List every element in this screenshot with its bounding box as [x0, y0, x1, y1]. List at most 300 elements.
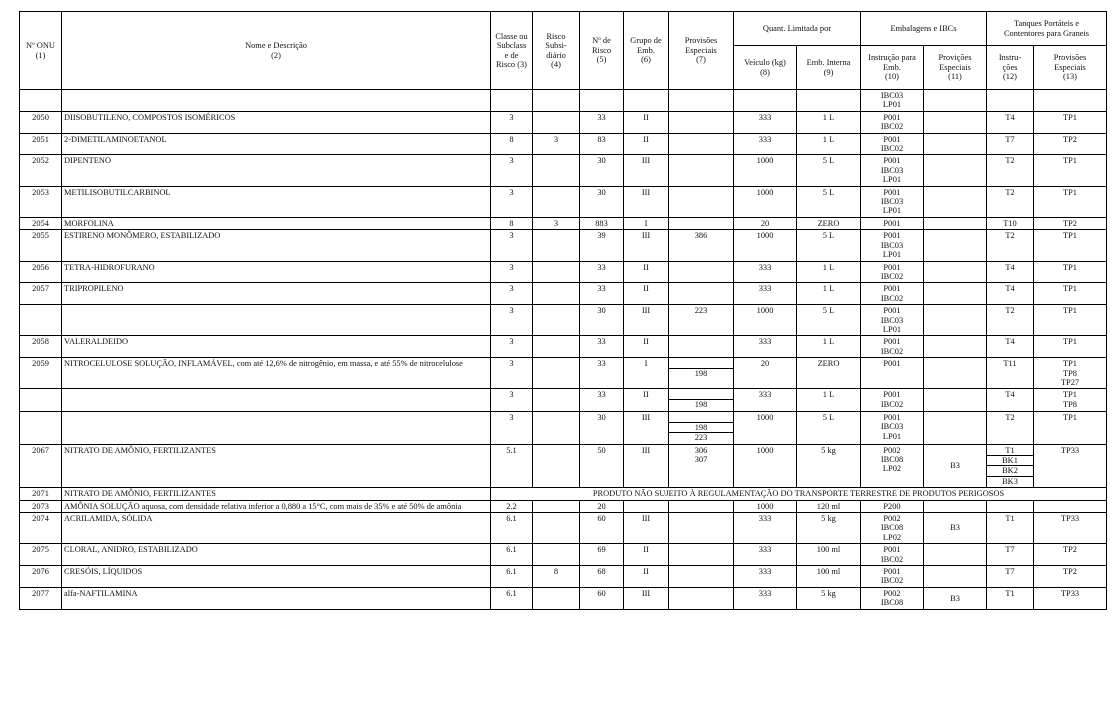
- cell-grupo-emb-text: II: [643, 134, 649, 144]
- cell-name-text: ESTIRENO MONÔMERO, ESTABILIZADO: [64, 231, 221, 241]
- cell-numero-risco: [580, 155, 624, 186]
- table-body: [20, 90, 1107, 610]
- cell-numero-risco-text: 50: [597, 445, 606, 455]
- cell-onu: [20, 500, 62, 512]
- cell-instrucao-emb-line: P001: [883, 218, 901, 228]
- header-quant-label: Quant. Limitada por: [762, 23, 832, 33]
- cell-name: [62, 133, 491, 155]
- cell-provisoes-especiais-line: 307: [694, 455, 708, 464]
- cell-provicoes-especiais: [924, 544, 987, 566]
- cell-tanques-instrucoes-line: T4: [1005, 112, 1015, 122]
- cell-classe-text: 3: [509, 156, 514, 166]
- header-provicoes-l1: Provições: [938, 53, 972, 63]
- cell-veiculo: [734, 566, 797, 588]
- header-grupo-l3: (6): [641, 55, 651, 65]
- cell-tanques-provisoes: [1034, 444, 1107, 488]
- cell-onu-text: 2077: [32, 588, 49, 598]
- cell-tanques-instrucoes: [987, 389, 1034, 411]
- cell-emb-interna-text: 5 L: [822, 412, 835, 422]
- cell-risco-subsidiario: [533, 305, 580, 336]
- cell-instrucao-emb-line: LP01: [882, 206, 902, 216]
- cell-veiculo-text: 1000: [756, 501, 774, 511]
- cell-not-regulated-banner: [491, 488, 1107, 500]
- cell-provicoes-especiais: [924, 186, 987, 217]
- cell-classe: [491, 217, 533, 229]
- cell-provicoes-especiais: [924, 90, 987, 112]
- cell-classe: [491, 133, 533, 155]
- cell-grupo-emb-text: III: [641, 156, 651, 166]
- cell-classe-text: 6.1: [506, 588, 517, 598]
- cell-name: [62, 488, 491, 500]
- header-provisoes-especiais: [669, 12, 734, 90]
- cell-veiculo-text: 20: [760, 218, 770, 228]
- cell-grupo-emb-text: III: [641, 445, 651, 455]
- cell-tanques-provisoes-line: TP1: [1063, 359, 1077, 369]
- cell-instrucao-emb: [861, 544, 924, 566]
- cell-grupo-emb-text: II: [643, 337, 649, 347]
- cell-emb-interna: [797, 389, 861, 411]
- cell-classe: [491, 513, 533, 544]
- cell-grupo-emb: [624, 186, 669, 217]
- cell-instrucao-emb-line: IBC02: [880, 144, 904, 154]
- cell-instrucao-emb-line: P001: [883, 390, 901, 400]
- cell-name: [62, 587, 491, 609]
- cell-tanques-instrucoes-line: T2: [1005, 187, 1015, 197]
- cell-onu-text: 2053: [32, 187, 49, 197]
- cell-numero-risco-text: 33: [597, 262, 606, 272]
- header-instrucao-l2: Emb.: [883, 62, 901, 72]
- cell-name: [62, 444, 491, 488]
- cell-emb-interna: [797, 133, 861, 155]
- cell-provicoes-especiais: [924, 500, 987, 512]
- cell-tanques-instrucoes-line: T2: [1005, 412, 1015, 422]
- dangerous-goods-table-page: [19, 11, 1106, 610]
- cell-tanques-provisoes-line: TP1: [1063, 412, 1077, 422]
- cell-instrucao-emb-line: P001: [883, 567, 901, 577]
- table-row: [20, 587, 1107, 609]
- cell-tanques-provisoes: [1034, 111, 1107, 133]
- header-tanques-l1: Tanques Portáteis e: [1014, 19, 1079, 29]
- cell-provicoes-especiais-text: B3: [950, 593, 960, 603]
- cell-instrucao-emb-line: P002: [883, 445, 901, 455]
- cell-risco-subsidiario: [533, 411, 580, 444]
- cell-emb-interna-text: 120 ml: [816, 501, 841, 511]
- header-emb-interna: [797, 46, 861, 90]
- cell-onu-text: 2054: [32, 218, 49, 228]
- table-row: [20, 217, 1107, 229]
- cell-instrucao-emb: [861, 444, 924, 488]
- cell-provisoes-especiais: [669, 283, 734, 305]
- cell-instrucao-emb-line: P002: [883, 588, 901, 598]
- cell-name: [62, 186, 491, 217]
- cell-tanques-provisoes: [1034, 133, 1107, 155]
- cell-provicoes-especiais: [924, 230, 987, 261]
- cell-grupo-emb: [624, 500, 669, 512]
- cell-name: [62, 283, 491, 305]
- cell-tanques-provisoes-line: TP1: [1063, 112, 1077, 122]
- cell-numero-risco-text: 33: [597, 390, 606, 400]
- cell-name-text: AMÔNIA SOLUÇÃO aquosa, com densidade relativa inferior a 0,880 a 15°C, com mais de 35% e até 50% de amônia: [64, 501, 462, 511]
- cell-onu: [20, 513, 62, 544]
- cell-grupo-emb: [624, 358, 669, 389]
- cell-veiculo: [734, 544, 797, 566]
- cell-onu: [20, 230, 62, 261]
- cell-veiculo: [734, 500, 797, 512]
- cell-emb-interna-text: 5 L: [822, 187, 835, 197]
- cell-risco-subsidiario-text: 3: [553, 134, 559, 144]
- cell-provicoes-especiais: [924, 305, 987, 336]
- cell-classe-text: 8: [509, 134, 514, 144]
- cell-veiculo: [734, 217, 797, 229]
- cell-classe-text: 6.1: [506, 514, 517, 524]
- cell-emb-interna: [797, 500, 861, 512]
- cell-classe-text: 3: [509, 262, 514, 272]
- cell-instrucao-emb: [861, 587, 924, 609]
- cell-tanques-provisoes-line: TP33: [1060, 588, 1080, 598]
- cell-onu-text: 2059: [32, 359, 49, 369]
- header-num-risco-l2: Risco: [591, 45, 612, 55]
- cell-classe: [491, 155, 533, 186]
- cell-name-text: CRESÓIS, LÍQUIDOS: [64, 567, 143, 577]
- cell-risco-subsidiario: [533, 155, 580, 186]
- cell-onu-text: 2050: [32, 112, 49, 122]
- cell-instrucao-emb-line: P001: [883, 134, 901, 144]
- cell-veiculo-text: 333: [758, 112, 772, 122]
- cell-instrucao-emb-line: IBC02: [880, 576, 904, 586]
- cell-risco-subsidiario: [533, 261, 580, 283]
- cell-instrucao-emb-line: LP01: [882, 175, 902, 185]
- cell-name: [62, 544, 491, 566]
- cell-instrucao-emb: [861, 566, 924, 588]
- table-row: [20, 544, 1107, 566]
- cell-name-text: DIPENTENO: [64, 156, 111, 166]
- cell-provisoes-especiais: [669, 261, 734, 283]
- cell-classe-text: 3: [509, 187, 514, 197]
- cell-classe: [491, 90, 533, 112]
- cell-risco-subsidiario: [533, 111, 580, 133]
- cell-provicoes-especiais: [924, 155, 987, 186]
- table-row: [20, 444, 1107, 488]
- cell-tanques-provisoes: [1034, 283, 1107, 305]
- cell-instrucao-emb-line: IBC03: [880, 91, 904, 100]
- cell-numero-risco: [580, 444, 624, 488]
- cell-provicoes-especiais: [924, 358, 987, 389]
- cell-instrucao-emb-line: IBC02: [880, 122, 904, 132]
- cell-provicoes-especiais: [924, 217, 987, 229]
- table-row: [20, 336, 1107, 358]
- cell-emb-interna-text: 5 kg: [821, 445, 836, 455]
- cell-veiculo: [734, 283, 797, 305]
- cell-classe: [491, 566, 533, 588]
- cell-tanques-provisoes: [1034, 544, 1107, 566]
- table-header: [20, 12, 1107, 90]
- cell-grupo-emb: [624, 283, 669, 305]
- cell-numero-risco: [580, 566, 624, 588]
- cell-numero-risco-text: 33: [597, 284, 606, 294]
- cell-numero-risco: [580, 261, 624, 283]
- cell-emb-interna: [797, 336, 861, 358]
- cell-classe-text: 8: [509, 218, 514, 228]
- cell-grupo-emb: [624, 411, 669, 444]
- header-embalagens: [861, 12, 987, 46]
- cell-grupo-emb: [624, 389, 669, 411]
- cell-veiculo-text: 333: [758, 337, 772, 347]
- cell-veiculo-text: 20: [760, 359, 770, 369]
- cell-provisoes-especiais-line: 198: [669, 368, 733, 378]
- cell-tanques-provisoes-line: TP2: [1063, 134, 1077, 144]
- cell-numero-risco-text: 60: [597, 588, 606, 598]
- cell-risco-subsidiario: [533, 358, 580, 389]
- cell-classe: [491, 500, 533, 512]
- cell-tanques-instrucoes-line: T11: [1003, 359, 1017, 369]
- cell-onu-text: 2073: [32, 501, 49, 511]
- header-provicoes-especiais: [924, 46, 987, 90]
- cell-numero-risco: [580, 411, 624, 444]
- cell-veiculo-text: 333: [758, 514, 772, 524]
- cell-provisoes-especiais: [669, 230, 734, 261]
- header-classe-l2: Subclass: [496, 41, 527, 51]
- cell-emb-interna: [797, 544, 861, 566]
- cell-tanques-provisoes: [1034, 261, 1107, 283]
- header-tanques-instr-l2: ções: [1002, 62, 1018, 72]
- cell-emb-interna: [797, 186, 861, 217]
- cell-name-text: DIISOBUTILENO, COMPOSTOS ISOMÉRICOS: [64, 112, 236, 122]
- cell-emb-interna: [797, 283, 861, 305]
- cell-classe: [491, 444, 533, 488]
- header-onu-num: (1): [35, 50, 46, 60]
- cell-emb-interna-text: 1 L: [822, 337, 835, 347]
- header-tanques-l2: Contentores para Graneis: [1003, 28, 1090, 38]
- cell-onu-text: 2055: [32, 231, 49, 241]
- cell-provisoes-especiais: [669, 90, 734, 112]
- cell-classe: [491, 111, 533, 133]
- header-tanques-instrucoes: [987, 46, 1034, 90]
- cell-grupo-emb: [624, 261, 669, 283]
- not-regulated-text: PRODUTO NÃO SUJEITO À REGULAMENTAÇÃO DO TRANSPORTE TERRESTRE DE PRODUTOS PERIGOSOS: [592, 489, 1005, 499]
- cell-tanques-provisoes: [1034, 587, 1107, 609]
- cell-tanques-instrucoes: [987, 513, 1034, 544]
- header-risco-subsidiario: [533, 12, 580, 90]
- cell-instrucao-emb: [861, 186, 924, 217]
- cell-numero-risco: [580, 358, 624, 389]
- cell-provisoes-especiais: [669, 133, 734, 155]
- cell-name: [62, 513, 491, 544]
- cell-risco-subsidiario: [533, 217, 580, 229]
- cell-numero-risco: [580, 133, 624, 155]
- cell-numero-risco-text: 30: [597, 306, 606, 316]
- cell-instrucao-emb: [861, 230, 924, 261]
- header-risco-sub-l1: Risco: [546, 31, 566, 41]
- header-tanques-prov-l2: Especiais: [1054, 62, 1086, 72]
- cell-tanques-instrucoes: [987, 587, 1034, 609]
- header-emb-interna-label: Emb. Interna: [806, 58, 851, 68]
- cell-emb-interna: [797, 444, 861, 488]
- cell-classe-text: 3: [509, 231, 514, 241]
- cell-provisoes-especiais: [669, 111, 734, 133]
- cell-onu-text: 2067: [32, 445, 49, 455]
- cell-provicoes-especiais: [924, 336, 987, 358]
- header-quant-limitada: [734, 12, 861, 46]
- cell-emb-interna: [797, 90, 861, 112]
- cell-grupo-emb-text: III: [641, 306, 651, 316]
- cell-name: [62, 90, 491, 112]
- cell-tanques-instrucoes: [987, 305, 1034, 336]
- header-tanques-provisoes: [1034, 46, 1107, 90]
- cell-onu: [20, 411, 62, 444]
- cell-instrucao-emb-line: IBC03: [880, 240, 904, 250]
- header-classe-l3: e de: [504, 50, 519, 60]
- cell-tanques-provisoes-line: TP1: [1063, 187, 1077, 197]
- cell-tanques-provisoes-line: TP33: [1060, 445, 1080, 455]
- cell-numero-risco-text: 60: [597, 514, 606, 524]
- cell-tanques-instrucoes-line: T4: [1005, 337, 1015, 347]
- cell-veiculo: [734, 230, 797, 261]
- cell-provisoes-especiais-line: [669, 359, 733, 368]
- cell-provicoes-especiais: [924, 389, 987, 411]
- cell-instrucao-emb-line: P001: [883, 337, 901, 347]
- cell-instrucao-emb-line: LP01: [882, 431, 902, 441]
- table-row: [20, 261, 1107, 283]
- cell-grupo-emb: [624, 230, 669, 261]
- cell-numero-risco-text: 39: [597, 231, 606, 241]
- cell-emb-interna-text: 1 L: [822, 390, 835, 400]
- cell-instrucao-emb-line: IBC02: [880, 399, 904, 409]
- cell-numero-risco-text: 33: [597, 359, 606, 369]
- cell-instrucao-emb-line: IBC03: [880, 315, 904, 325]
- cell-provisoes-especiais: [669, 566, 734, 588]
- cell-provisoes-especiais: [669, 186, 734, 217]
- cell-emb-interna: [797, 155, 861, 186]
- cell-onu-text: 2057: [32, 284, 49, 294]
- cell-veiculo: [734, 336, 797, 358]
- cell-veiculo: [734, 411, 797, 444]
- cell-instrucao-emb: [861, 283, 924, 305]
- cell-instrucao-emb-line: P001: [883, 187, 901, 197]
- cell-numero-risco: [580, 513, 624, 544]
- cell-veiculo-text: 333: [758, 262, 772, 272]
- cell-tanques-provisoes: [1034, 186, 1107, 217]
- header-tanques-prov-num: (13): [1063, 72, 1077, 82]
- cell-grupo-emb-text: III: [641, 412, 651, 422]
- cell-emb-interna-text: 1 L: [822, 284, 835, 294]
- cell-tanques-instrucoes-line: T2: [1005, 231, 1015, 241]
- cell-risco-subsidiario: [533, 336, 580, 358]
- cell-veiculo-text: 333: [758, 545, 772, 555]
- cell-tanques-provisoes-line: TP8: [1063, 368, 1077, 378]
- cell-emb-interna: [797, 513, 861, 544]
- cell-tanques-provisoes-line: TP1: [1063, 337, 1077, 347]
- cell-veiculo: [734, 186, 797, 217]
- cell-onu: [20, 217, 62, 229]
- cell-emb-interna: [797, 230, 861, 261]
- cell-instrucao-emb-line: P001: [883, 284, 901, 294]
- cell-provisoes-especiais: [669, 513, 734, 544]
- cell-numero-risco: [580, 500, 624, 512]
- header-provisoes-l3: (7): [696, 55, 706, 65]
- cell-grupo-emb-text: I: [644, 218, 648, 228]
- cell-classe: [491, 411, 533, 444]
- cell-tanques-instrucoes-line: T4: [1005, 390, 1015, 400]
- cell-tanques-provisoes: [1034, 155, 1107, 186]
- cell-risco-subsidiario: [533, 500, 580, 512]
- table-row: [20, 513, 1107, 544]
- cell-onu: [20, 186, 62, 217]
- cell-numero-risco-text: 883: [595, 218, 608, 228]
- cell-classe: [491, 389, 533, 411]
- header-name-num: (2): [271, 50, 281, 60]
- cell-tanques-instrucoes-line: BK2: [987, 465, 1033, 475]
- cell-numero-risco-text: 30: [597, 156, 606, 166]
- cell-onu-text: 2058: [32, 337, 49, 347]
- cell-tanques-provisoes: [1034, 500, 1107, 512]
- cell-veiculo: [734, 358, 797, 389]
- table-row: [20, 566, 1107, 588]
- cell-grupo-emb: [624, 305, 669, 336]
- cell-name: [62, 336, 491, 358]
- cell-tanques-instrucoes: [987, 358, 1034, 389]
- cell-provisoes-especiais: [669, 358, 734, 389]
- cell-tanques-instrucoes: [987, 566, 1034, 588]
- cell-emb-interna-text: 1 L: [822, 134, 835, 144]
- cell-provisoes-especiais: [669, 444, 734, 488]
- header-provisoes-l1: Provisões: [684, 36, 718, 46]
- cell-instrucao-emb-line: IBC02: [880, 346, 904, 356]
- cell-emb-interna: [797, 111, 861, 133]
- cell-numero-risco-text: 69: [597, 545, 606, 555]
- cell-instrucao-emb-line: IBC08: [880, 455, 904, 464]
- cell-onu: [20, 566, 62, 588]
- cell-instrucao-emb-line: LP01: [882, 250, 902, 260]
- cell-tanques-instrucoes-line: BK3: [987, 476, 1033, 486]
- cell-classe: [491, 358, 533, 389]
- cell-instrucao-emb-line: LP01: [882, 324, 902, 334]
- cell-grupo-emb: [624, 111, 669, 133]
- cell-instrucao-emb-line: P001: [883, 156, 901, 166]
- header-grupo-l1: Grupo de: [630, 36, 662, 46]
- cell-onu-text: 2075: [32, 545, 49, 555]
- cell-risco-subsidiario: [533, 566, 580, 588]
- cell-classe-text: 3: [509, 359, 514, 369]
- header-provisoes-l2: Especiais: [685, 45, 717, 55]
- cell-onu: [20, 261, 62, 283]
- cell-tanques-instrucoes: [987, 544, 1034, 566]
- cell-classe: [491, 587, 533, 609]
- cell-tanques-provisoes-line: TP2: [1063, 567, 1077, 577]
- cell-classe: [491, 261, 533, 283]
- cell-instrucao-emb-line: P200: [883, 501, 901, 511]
- cell-veiculo-text: 1000: [756, 187, 774, 197]
- cell-provisoes-especiais: [669, 411, 734, 444]
- cell-veiculo: [734, 133, 797, 155]
- cell-emb-interna: [797, 566, 861, 588]
- cell-grupo-emb: [624, 336, 669, 358]
- cell-grupo-emb-text: I: [644, 359, 648, 369]
- cell-name: [62, 358, 491, 389]
- cell-instrucao-emb-line: P001: [883, 306, 901, 316]
- cell-instrucao-emb: [861, 389, 924, 411]
- cell-name: [62, 566, 491, 588]
- cell-classe-text: 5.1: [506, 445, 517, 455]
- header-tanques-instr-num: (12): [1003, 72, 1017, 82]
- table-row: [20, 230, 1107, 261]
- cell-tanques-provisoes-line: TP27: [1060, 377, 1080, 387]
- cell-emb-interna: [797, 261, 861, 283]
- cell-classe: [491, 283, 533, 305]
- cell-classe-text: 2.2: [506, 501, 517, 511]
- cell-veiculo-text: 1000: [756, 231, 774, 241]
- cell-tanques-provisoes: [1034, 566, 1107, 588]
- table-row: [20, 186, 1107, 217]
